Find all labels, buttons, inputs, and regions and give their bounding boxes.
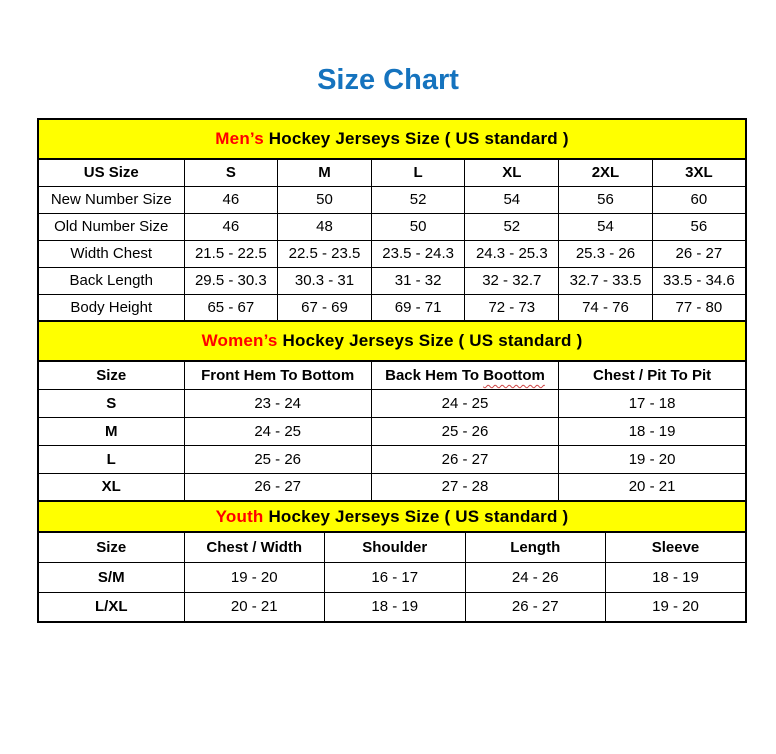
mens-size-cell: 60 bbox=[652, 186, 746, 213]
mens-size-cell: 21.5 - 22.5 bbox=[184, 240, 278, 267]
mens-size-cell: 46 bbox=[184, 213, 278, 240]
womens-col-header: Chest / Pit To Pit bbox=[559, 361, 746, 389]
womens-table-body bbox=[38, 361, 746, 501]
mens-size-cell: 77 - 80 bbox=[652, 294, 746, 321]
mens-row-label: Body Height bbox=[38, 294, 184, 321]
youth-size-cell: 18 - 19 bbox=[325, 592, 466, 622]
youth-col-header: Length bbox=[465, 532, 606, 562]
mens-size-cell: 48 bbox=[278, 213, 372, 240]
womens-header-row bbox=[38, 361, 746, 389]
mens-size-cell: 46 bbox=[184, 186, 278, 213]
womens-size-cell: 23 - 24 bbox=[184, 389, 371, 417]
womens-banner-text: Hockey Jerseys Size ( US standard ) bbox=[277, 331, 583, 350]
mens-banner bbox=[38, 119, 746, 159]
womens-banner-highlight: Women’s bbox=[201, 331, 278, 350]
mens-row-label: Back Length bbox=[38, 267, 184, 294]
mens-size-cell: 50 bbox=[371, 213, 465, 240]
womens-row-label: L bbox=[38, 445, 184, 473]
mens-row-label: New Number Size bbox=[38, 186, 184, 213]
youth-banner-text: Hockey Jerseys Size ( US standard ) bbox=[263, 506, 569, 526]
mens-col-header: L bbox=[371, 159, 465, 186]
womens-banner bbox=[38, 321, 746, 361]
mens-size-cell: 24.3 - 25.3 bbox=[465, 240, 559, 267]
mens-size-cell: 52 bbox=[371, 186, 465, 213]
mens-col-header: S bbox=[184, 159, 278, 186]
womens-data-row bbox=[38, 445, 746, 473]
youth-size-cell: 20 - 21 bbox=[184, 592, 325, 622]
mens-size-cell: 33.5 - 34.6 bbox=[652, 267, 746, 294]
mens-banner-row bbox=[38, 119, 746, 159]
mens-size-cell: 22.5 - 23.5 bbox=[278, 240, 372, 267]
mens-data-row bbox=[38, 240, 746, 267]
womens-data-row bbox=[38, 473, 746, 501]
youth-data-row bbox=[38, 562, 746, 592]
womens-col-header: Size bbox=[38, 361, 184, 389]
page-title: Size Chart bbox=[317, 64, 459, 96]
mens-banner-highlight: Men’s bbox=[215, 129, 264, 148]
mens-size-cell: 74 - 76 bbox=[559, 294, 653, 321]
mens-size-cell: 31 - 32 bbox=[371, 267, 465, 294]
womens-size-cell: 24 - 25 bbox=[371, 389, 558, 417]
womens-size-cell: 24 - 25 bbox=[184, 417, 371, 445]
womens-size-table bbox=[37, 320, 747, 502]
mens-col-header: XL bbox=[465, 159, 559, 186]
size-chart-page bbox=[0, 62, 776, 623]
mens-data-row bbox=[38, 186, 746, 213]
youth-size-cell: 26 - 27 bbox=[465, 592, 606, 622]
youth-size-table bbox=[37, 500, 747, 623]
womens-size-cell: 19 - 20 bbox=[559, 445, 746, 473]
mens-size-cell: 32 - 32.7 bbox=[465, 267, 559, 294]
mens-banner-text: Hockey Jerseys Size ( US standard ) bbox=[263, 129, 569, 148]
youth-col-header: Size bbox=[38, 532, 184, 562]
mens-size-cell: 26 - 27 bbox=[652, 240, 746, 267]
youth-size-cell: 19 - 20 bbox=[606, 592, 747, 622]
mens-size-cell: 54 bbox=[559, 213, 653, 240]
womens-banner-row bbox=[38, 321, 746, 361]
mens-size-cell: 72 - 73 bbox=[465, 294, 559, 321]
youth-col-header: Sleeve bbox=[606, 532, 747, 562]
mens-col-header: M bbox=[278, 159, 372, 186]
womens-col-header: Back Hem To Boottom bbox=[371, 361, 558, 389]
youth-col-header: Chest / Width bbox=[184, 532, 325, 562]
mens-size-cell: 50 bbox=[278, 186, 372, 213]
youth-size-cell: 19 - 20 bbox=[184, 562, 325, 592]
mens-data-row bbox=[38, 267, 746, 294]
mens-header-row bbox=[38, 159, 746, 186]
womens-size-cell: 25 - 26 bbox=[371, 417, 558, 445]
youth-data-row bbox=[38, 592, 746, 622]
womens-row-label: M bbox=[38, 417, 184, 445]
mens-data-row bbox=[38, 213, 746, 240]
womens-size-cell: 17 - 18 bbox=[559, 389, 746, 417]
womens-size-cell: 18 - 19 bbox=[559, 417, 746, 445]
youth-size-cell: 18 - 19 bbox=[606, 562, 747, 592]
size-chart-tables bbox=[37, 118, 747, 623]
mens-col-header: 2XL bbox=[559, 159, 653, 186]
womens-row-label: XL bbox=[38, 473, 184, 501]
womens-size-cell: 25 - 26 bbox=[184, 445, 371, 473]
mens-data-row bbox=[38, 294, 746, 321]
mens-table-body bbox=[38, 159, 746, 321]
womens-size-cell: 20 - 21 bbox=[559, 473, 746, 501]
mens-row-label: Width Chest bbox=[38, 240, 184, 267]
womens-size-cell: 27 - 28 bbox=[371, 473, 558, 501]
mens-size-cell: 29.5 - 30.3 bbox=[184, 267, 278, 294]
womens-col-header: Front Hem To Bottom bbox=[184, 361, 371, 389]
mens-size-cell: 65 - 67 bbox=[184, 294, 278, 321]
youth-banner-highlight: Youth bbox=[215, 506, 264, 526]
womens-data-row bbox=[38, 389, 746, 417]
mens-size-cell: 25.3 - 26 bbox=[559, 240, 653, 267]
mens-col-header: 3XL bbox=[652, 159, 746, 186]
mens-row-label: Old Number Size bbox=[38, 213, 184, 240]
youth-banner-row bbox=[38, 501, 746, 532]
mens-size-cell: 56 bbox=[652, 213, 746, 240]
mens-size-cell: 30.3 - 31 bbox=[278, 267, 372, 294]
mens-size-cell: 52 bbox=[465, 213, 559, 240]
misspelled-word: Boottom bbox=[483, 366, 545, 384]
youth-size-cell: 16 - 17 bbox=[325, 562, 466, 592]
womens-size-cell: 26 - 27 bbox=[184, 473, 371, 501]
womens-data-row bbox=[38, 417, 746, 445]
mens-size-cell: 69 - 71 bbox=[371, 294, 465, 321]
mens-size-cell: 23.5 - 24.3 bbox=[371, 240, 465, 267]
womens-size-cell: 26 - 27 bbox=[371, 445, 558, 473]
youth-banner bbox=[38, 501, 746, 532]
mens-size-table bbox=[37, 118, 747, 322]
youth-size-cell: 24 - 26 bbox=[465, 562, 606, 592]
mens-size-cell: 54 bbox=[465, 186, 559, 213]
youth-table-body bbox=[38, 532, 746, 622]
mens-size-cell: 32.7 - 33.5 bbox=[559, 267, 653, 294]
womens-row-label: S bbox=[38, 389, 184, 417]
youth-header-row bbox=[38, 532, 746, 562]
youth-row-label: L/XL bbox=[38, 592, 184, 622]
youth-row-label: S/M bbox=[38, 562, 184, 592]
mens-col-header: US Size bbox=[38, 159, 184, 186]
youth-col-header: Shoulder bbox=[325, 532, 466, 562]
mens-size-cell: 67 - 69 bbox=[278, 294, 372, 321]
mens-size-cell: 56 bbox=[559, 186, 653, 213]
